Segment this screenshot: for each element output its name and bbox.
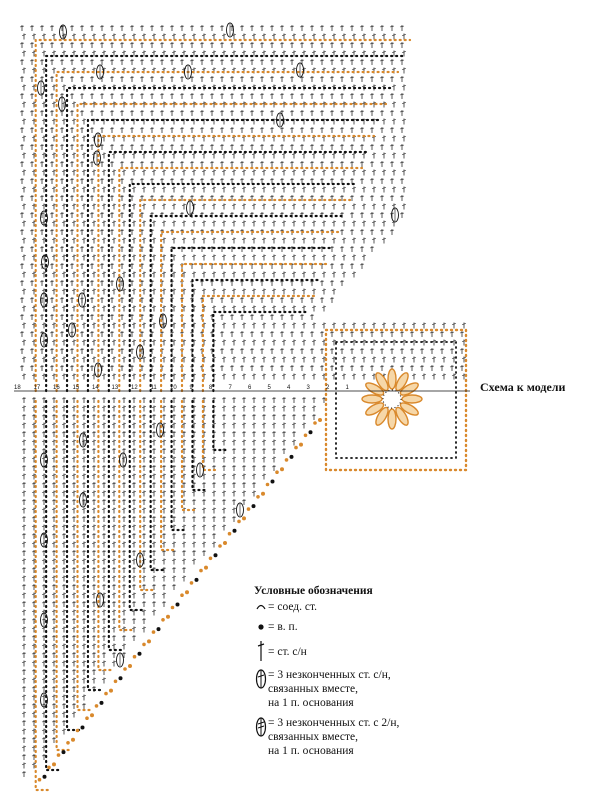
chain-dot xyxy=(43,775,47,779)
chain-dot xyxy=(147,639,151,643)
round-outline xyxy=(98,401,112,670)
chain-dot xyxy=(81,726,85,730)
chain-dot xyxy=(52,762,56,766)
flower-petal xyxy=(388,369,396,389)
chain-dot xyxy=(209,557,213,561)
row-number: 17 xyxy=(33,385,41,391)
row-number: 12 xyxy=(131,385,138,391)
chain-dot xyxy=(71,738,75,742)
chain-dot xyxy=(204,566,208,570)
row-number: 16 xyxy=(53,385,60,391)
legend-title: Условные обозначения xyxy=(254,585,373,597)
chain-dot xyxy=(304,434,308,438)
chain-dot xyxy=(309,430,313,434)
chain-dot xyxy=(138,652,142,656)
chain-dot xyxy=(114,680,118,684)
chain-dot xyxy=(242,516,246,520)
chain-dot xyxy=(275,470,279,474)
chain-dot xyxy=(266,483,270,487)
chain-dot xyxy=(123,667,127,671)
chain-dot xyxy=(228,532,232,536)
legend xyxy=(254,584,474,764)
chain-dot xyxy=(261,492,265,496)
flower-petal xyxy=(362,395,382,403)
chain-stitch-icon xyxy=(254,620,268,632)
chain-dot xyxy=(57,753,61,757)
chain-dot xyxy=(190,581,194,585)
motif-border xyxy=(326,330,466,470)
round-outline xyxy=(203,401,217,470)
chain-dot xyxy=(223,541,227,545)
chain-dot xyxy=(285,458,289,462)
round-outline xyxy=(203,296,314,391)
chain-dot xyxy=(166,615,170,619)
legend-item-dc-cluster xyxy=(254,668,474,710)
row-number: 9 xyxy=(189,385,193,391)
chain-dot xyxy=(176,603,180,607)
chain-dot xyxy=(171,606,175,610)
chain-dot xyxy=(247,507,251,511)
flower-center xyxy=(383,390,401,408)
round-outline xyxy=(213,401,227,450)
chain-dot xyxy=(318,418,322,422)
chain-dot xyxy=(161,618,165,622)
row-number: 8 xyxy=(209,385,213,391)
chain-dot xyxy=(256,495,260,499)
round-outline xyxy=(140,401,154,590)
chain-dot xyxy=(233,529,237,533)
chain-dot xyxy=(38,778,42,782)
legend-item-chain xyxy=(254,620,474,634)
chain-dot xyxy=(313,421,317,425)
row-number: 18 xyxy=(14,385,21,391)
round-outline xyxy=(119,401,133,630)
round-outline xyxy=(88,401,102,690)
slip-stitch-icon xyxy=(254,600,268,612)
chain-dot xyxy=(109,689,113,693)
chain-dot xyxy=(85,716,89,720)
round-outline xyxy=(109,152,368,391)
chain-dot xyxy=(142,643,146,647)
legend-item-label: = 3 незконченных ст. с/н, связанных вместе, на 1 п. основания xyxy=(268,669,391,709)
flower-petal xyxy=(388,409,396,429)
row-number: 14 xyxy=(92,385,99,391)
single-crochet-icon xyxy=(254,640,268,662)
chain-dot xyxy=(152,630,156,634)
legend-item-label: = в. п. xyxy=(268,621,298,633)
chain-dot xyxy=(180,593,184,597)
legend-item-single-crochet xyxy=(254,640,474,662)
round-outline xyxy=(67,88,392,391)
chain-dot xyxy=(62,750,66,754)
row-number: 2 xyxy=(326,385,330,391)
chain-dot xyxy=(299,443,303,447)
round-outline xyxy=(130,401,144,610)
row-number: 10 xyxy=(170,385,177,391)
chain-dot xyxy=(280,467,284,471)
round-outline xyxy=(78,401,92,710)
chain-dot xyxy=(214,553,218,557)
row-number: 15 xyxy=(72,385,80,391)
row-number: 5 xyxy=(267,385,271,391)
chain-dot xyxy=(195,578,199,582)
chain-dot xyxy=(185,590,189,594)
three-unfinished-tr-cluster-icon xyxy=(254,716,268,738)
round-outline xyxy=(189,280,320,391)
legend-item-tr-cluster xyxy=(254,716,474,758)
legend-item-label: = ст. с/н xyxy=(268,646,307,658)
chain-dot xyxy=(294,446,298,450)
chain-dot xyxy=(157,627,161,631)
chain-dot xyxy=(128,664,132,668)
chain-dot xyxy=(271,480,275,484)
row-number: 1 xyxy=(345,385,349,391)
row-number: 13 xyxy=(111,385,119,391)
round-outline xyxy=(57,401,71,750)
chain-dot xyxy=(95,704,99,708)
legend-item-label: = 3 незконченных ст. с 2/н, связанных вместе, на 1 п. основания xyxy=(268,717,400,757)
legend-item-slip-stitch xyxy=(254,600,474,614)
row-number: 6 xyxy=(248,385,252,391)
legend-item-label: = соед. ст. xyxy=(268,601,318,613)
row-number: 3 xyxy=(306,385,310,391)
round-outline xyxy=(151,216,344,391)
row-number: 7 xyxy=(228,385,232,391)
chain-dot xyxy=(76,729,80,733)
chain-dot xyxy=(47,766,51,770)
row-number: 4 xyxy=(287,385,291,391)
chain-dot xyxy=(133,655,137,659)
chain-dot xyxy=(218,544,222,548)
row-number: 11 xyxy=(150,385,157,391)
chain-dot xyxy=(290,455,294,459)
chain-dot xyxy=(252,504,256,508)
three-unfinished-dc-cluster-icon xyxy=(254,668,268,690)
chain-dot xyxy=(119,676,123,680)
chain-dot xyxy=(104,692,108,696)
flower-petal xyxy=(402,395,422,403)
chain-dot xyxy=(100,701,104,705)
chain-dot xyxy=(237,520,241,524)
chain-dot xyxy=(66,741,70,745)
chain-dot xyxy=(199,569,203,573)
chart-caption: Схема к модели xyxy=(480,380,566,394)
chain-dot xyxy=(90,713,94,717)
